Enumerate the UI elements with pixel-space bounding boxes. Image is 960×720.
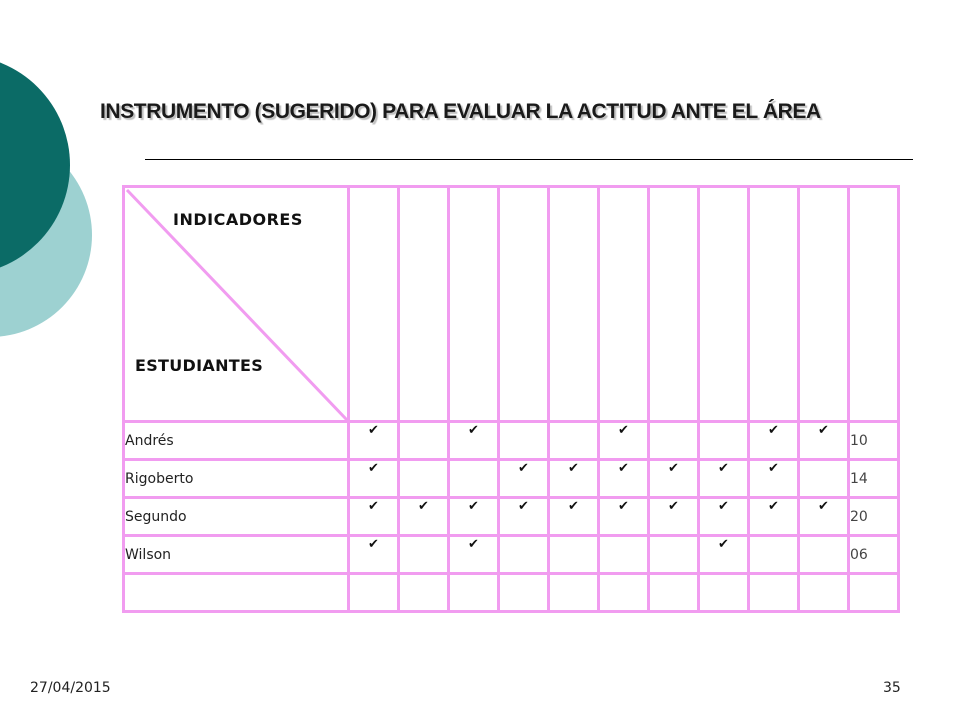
check-icon: ✔ <box>649 460 699 498</box>
indicator-header-1 <box>349 187 399 422</box>
check-icon: ✔ <box>749 498 799 536</box>
student-name: Rigoberto <box>124 460 349 498</box>
score-cell: 06 <box>849 536 899 574</box>
empty-cell <box>499 536 549 574</box>
empty-cell <box>549 536 599 574</box>
empty-cell <box>449 460 499 498</box>
indicator-header-3 <box>449 187 499 422</box>
page-number: 35 <box>883 680 901 696</box>
check-icon: ✔ <box>449 422 499 460</box>
empty-cell <box>749 536 799 574</box>
empty-cell <box>449 574 499 612</box>
corner-cell <box>124 187 349 422</box>
check-icon: ✔ <box>399 498 449 536</box>
check-icon: ✔ <box>799 422 849 460</box>
empty-cell <box>549 574 599 612</box>
footer-date: 27/04/2015 <box>30 680 111 696</box>
table-row <box>124 460 899 498</box>
empty-cell <box>799 574 849 612</box>
empty-cell <box>649 536 699 574</box>
empty-cell <box>699 422 749 460</box>
check-icon: ✔ <box>699 460 749 498</box>
indicator-header-8 <box>699 187 749 422</box>
check-icon: ✔ <box>599 460 649 498</box>
empty-cell <box>699 574 749 612</box>
header-row <box>124 187 899 422</box>
check-icon: ✔ <box>749 460 799 498</box>
students-label: ESTUDIANTES <box>135 356 264 375</box>
indicator-header-4 <box>499 187 549 422</box>
student-name <box>124 574 349 612</box>
empty-cell <box>799 460 849 498</box>
indicator-header-7 <box>649 187 699 422</box>
check-icon: ✔ <box>349 536 399 574</box>
indicator-header-9 <box>749 187 799 422</box>
indicator-header-10 <box>799 187 849 422</box>
check-icon: ✔ <box>799 498 849 536</box>
check-icon: ✔ <box>349 498 399 536</box>
empty-cell <box>399 460 449 498</box>
empty-cell <box>399 574 449 612</box>
check-icon: ✔ <box>449 498 499 536</box>
check-icon: ✔ <box>699 536 749 574</box>
empty-cell <box>549 422 599 460</box>
title-divider <box>145 159 913 160</box>
empty-cell <box>349 574 399 612</box>
indicator-header-5 <box>549 187 599 422</box>
table-row <box>124 422 899 460</box>
indicator-header-2 <box>399 187 449 422</box>
empty-cell <box>799 536 849 574</box>
check-icon: ✔ <box>499 460 549 498</box>
check-icon: ✔ <box>449 536 499 574</box>
empty-cell <box>499 574 549 612</box>
score-cell: 14 <box>849 460 899 498</box>
check-icon: ✔ <box>599 422 649 460</box>
check-icon: ✔ <box>499 498 549 536</box>
slide-title: INSTRUMENTO (SUGERIDO) PARA EVALUAR LA ACTITUD ANTE EL ÁREA <box>100 100 821 123</box>
empty-cell <box>649 422 699 460</box>
empty-cell <box>649 574 699 612</box>
empty-cell <box>599 574 649 612</box>
indicators-label: INDICADORES <box>173 210 303 229</box>
score-header <box>849 187 899 422</box>
check-icon: ✔ <box>349 460 399 498</box>
score-cell <box>849 574 899 612</box>
indicator-header-6 <box>599 187 649 422</box>
check-icon: ✔ <box>549 460 599 498</box>
empty-cell <box>599 536 649 574</box>
empty-cell <box>399 422 449 460</box>
check-icon: ✔ <box>649 498 699 536</box>
table-row <box>124 574 899 612</box>
score-cell: 10 <box>849 422 899 460</box>
student-name: Segundo <box>124 498 349 536</box>
table-row <box>124 536 899 574</box>
empty-cell <box>399 536 449 574</box>
decorative-circles <box>0 0 110 400</box>
empty-cell <box>749 574 799 612</box>
check-icon: ✔ <box>549 498 599 536</box>
empty-cell <box>499 422 549 460</box>
student-name: Wilson <box>124 536 349 574</box>
score-cell: 20 <box>849 498 899 536</box>
check-icon: ✔ <box>599 498 649 536</box>
evaluation-table <box>122 185 900 613</box>
check-icon: ✔ <box>749 422 799 460</box>
check-icon: ✔ <box>349 422 399 460</box>
check-icon: ✔ <box>699 498 749 536</box>
table-row <box>124 498 899 536</box>
student-name: Andrés <box>124 422 349 460</box>
